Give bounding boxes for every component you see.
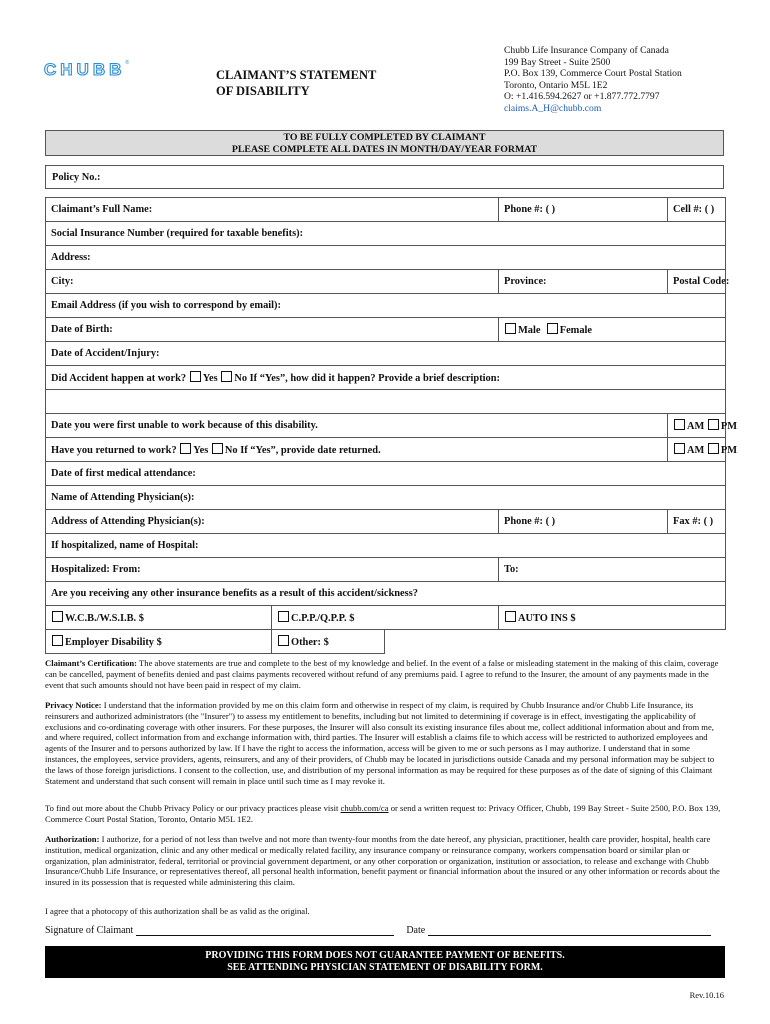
- physician-fax-field[interactable]: Fax #: ( ): [668, 510, 726, 534]
- physician-phone-field[interactable]: Phone #: ( ): [499, 510, 668, 534]
- cpp-checkbox[interactable]: [278, 611, 289, 622]
- banner-line1: TO BE FULLY COMPLETED BY CLAIMANT: [283, 132, 486, 143]
- privacy-text: I understand that the information provided by me on this claim form and otherwise in respect of my claim, is required by Chubb Insurance and/or Chubb Life Insurance, its reinsurers and authorized administrators (the "Insurer") to assess my entitlement to benefits, including but not limited to determining if coverage is in effect, investigating the applicability of exclusions and co-ordinating coverage with other insurers. For these purposes, the Insurer will also consult its existing insurance files about me, collect additional information about and from me, and where required, collect information from and exchange information with, third parties. The Insurer will establish a claims file to which access will be restricted to authorized employees and agents of the Insurer and to persons authorized by law. If I have the right to access the information, access will be given to me or such persons as I may authorize. I understand that in some instances, the employees, service providers, agents, reinsurers, and any of their providers, of Chubb may be located in jurisdictions outside Canada and my personal information may be subject to the laws of those foreign jurisdictions. I consent to the collection, use, and distribution of my personal information as may be required for these purposes as of the date of signing of this Claimant Statement and understand that such consent will remain in place until such time as I may revoke it.: [45, 700, 715, 786]
- form-row-first-medical: [46, 462, 726, 486]
- province-field[interactable]: Province:: [499, 270, 668, 294]
- company-address: [504, 45, 682, 115]
- form-row-benefits-2: [46, 630, 726, 654]
- form-row-benefits-1: [46, 606, 726, 630]
- returned-pm-checkbox[interactable]: [708, 443, 719, 454]
- at-work-followup-label: If “Yes”, how did it happen? Provide a brief description:: [249, 373, 500, 384]
- wcb-field: [46, 606, 272, 630]
- signature-date-field[interactable]: [428, 925, 711, 936]
- pm-label: PM: [720, 421, 738, 432]
- form-row-physician-name: [46, 486, 726, 510]
- sin-field[interactable]: Social Insurance Number (required for taxable benefits):: [46, 222, 726, 246]
- date-of-birth-field[interactable]: Date of Birth:: [46, 318, 499, 342]
- first-medical-attendance-field[interactable]: Date of first medical attendance:: [46, 462, 726, 486]
- returned-no-checkbox[interactable]: [212, 443, 223, 454]
- form-row-city: [46, 270, 726, 294]
- signature-field[interactable]: [136, 925, 394, 936]
- pm-label: PM: [720, 445, 738, 456]
- returned-yes-label: Yes: [193, 445, 209, 456]
- returned-to-work-question: [46, 438, 668, 462]
- hospitalized-from-field[interactable]: Hospitalized: From:: [46, 558, 499, 582]
- revision-number: Rev.10.16: [689, 990, 724, 1000]
- form-row-sin: [46, 222, 726, 246]
- employer-disability-field: [46, 630, 272, 654]
- accident-description-field[interactable]: [46, 390, 726, 414]
- instructions-banner: [45, 130, 724, 156]
- date-label: Date: [406, 925, 426, 936]
- other-benefit-label: Other: $: [291, 637, 329, 648]
- signature-line: [45, 925, 725, 936]
- form-row-hospital: [46, 534, 726, 558]
- chubb-logo: [44, 60, 129, 80]
- footer-notice: [45, 946, 725, 978]
- logo-trademark: ®: [125, 60, 130, 66]
- certification-heading: Claimant’s Certification:: [45, 658, 138, 668]
- claims-email-link[interactable]: claims.A_H@chubb.com: [504, 102, 602, 114]
- physician-address-field[interactable]: Address of Attending Physician(s):: [46, 510, 499, 534]
- hospitalized-to-field[interactable]: To:: [499, 558, 726, 582]
- form-title-line2: OF DISABILITY: [216, 84, 310, 98]
- form-row-name: [46, 198, 726, 222]
- auto-ins-label: AUTO INS $: [518, 613, 576, 624]
- policy-number-field[interactable]: [45, 165, 724, 189]
- privacy-more-text-end: or send a written request to: Privacy Officer, Chubb, 199 Bay Street - Suite 2500, P.O. Box 139, Commerce Court Postal Station, Toronto, Ontario M5L 1E2.: [45, 803, 721, 824]
- photocopy-statement: I agree that a photocopy of this authorization shall be as valid as the original.: [45, 906, 310, 916]
- form-row-accident-date: [46, 342, 726, 366]
- address-field[interactable]: Address:: [46, 246, 726, 270]
- footer-line2: SEE ATTENDING PHYSICIAN STATEMENT OF DISABILITY FORM.: [227, 962, 543, 973]
- male-label: Male: [518, 325, 541, 336]
- empty-cell: [385, 630, 726, 654]
- form-row-other-benefits: [46, 582, 726, 606]
- form-row-dob: [46, 318, 726, 342]
- cpp-field: [272, 606, 499, 630]
- at-work-yes-checkbox[interactable]: [190, 371, 201, 382]
- form-row-at-work: [46, 366, 726, 390]
- email-field[interactable]: Email Address (if you wish to correspond by email):: [46, 294, 726, 318]
- form-title-line1: CLAIMANT’S STATEMENT: [216, 68, 377, 82]
- wcb-checkbox[interactable]: [52, 611, 63, 622]
- auto-ins-field: [499, 606, 726, 630]
- returned-followup-label: If “Yes”, provide date returned.: [240, 445, 381, 456]
- privacy-more-info: [45, 803, 725, 825]
- at-work-yes-label: Yes: [202, 373, 218, 384]
- gender-field: [499, 318, 726, 342]
- form-row-returned: [46, 438, 726, 462]
- address-line: Chubb Life Insurance Company of Canada: [504, 45, 669, 56]
- form-row-description: [46, 390, 726, 414]
- form-title: [216, 67, 376, 99]
- hospital-name-field[interactable]: If hospitalized, name of Hospital:: [46, 534, 726, 558]
- authorization-heading: Authorization:: [45, 834, 100, 844]
- returned-yes-checkbox[interactable]: [180, 443, 191, 454]
- first-unable-ampm: [668, 414, 738, 438]
- full-name-field[interactable]: Claimant’s Full Name:: [46, 198, 499, 222]
- claimant-certification: [45, 658, 725, 690]
- address-line: 199 Bay Street - Suite 2500: [504, 56, 611, 68]
- female-checkbox[interactable]: [547, 323, 558, 334]
- form-row-first-unable: [46, 414, 726, 438]
- authorization: [45, 834, 725, 888]
- other-benefit-field: [272, 630, 385, 654]
- accident-at-work-question: [46, 366, 726, 390]
- other-benefit-checkbox[interactable]: [278, 635, 289, 646]
- banner-line2: PLEASE COMPLETE ALL DATES IN MONTH/DAY/YEAR FORMAT: [231, 143, 538, 155]
- claimant-form-table: [45, 197, 738, 654]
- accident-date-field[interactable]: Date of Accident/Injury:: [46, 342, 726, 366]
- wcb-label: W.C.B./W.S.I.B. $: [65, 613, 144, 624]
- footer-line1: PROVIDING THIS FORM DOES NOT GUARANTEE PAYMENT OF BENEFITS.: [205, 950, 565, 961]
- returned-no-label: No: [224, 445, 238, 456]
- phone-field[interactable]: Phone #: ( ): [499, 198, 668, 222]
- other-benefits-question: Are you receiving any other insurance benefits as a result of this accident/sickness?: [46, 582, 726, 606]
- form-row-hospitalized: [46, 558, 726, 582]
- returned-question-label: Have you returned to work?: [51, 445, 177, 456]
- policy-number-label: Policy No.:: [52, 172, 101, 183]
- returned-ampm: [668, 438, 738, 462]
- returned-am-checkbox[interactable]: [674, 443, 685, 454]
- cpp-label: C.P.P./Q.P.P. $: [291, 613, 355, 624]
- privacy-notice: [45, 700, 725, 786]
- at-work-no-label: No: [234, 373, 248, 384]
- employer-disability-label: Employer Disability $: [65, 637, 162, 648]
- employer-disability-checkbox[interactable]: [52, 635, 63, 646]
- logo-text: CHUBB: [44, 60, 126, 79]
- address-line: Toronto, Ontario M5L 1E2: [504, 79, 608, 91]
- phone-line: O: +1.416.594.2627 or +1.877.772.7797: [504, 91, 660, 103]
- signature-label: Signature of Claimant: [45, 925, 134, 936]
- privacy-heading: Privacy Notice:: [45, 700, 102, 710]
- first-unable-am-checkbox[interactable]: [674, 419, 685, 430]
- cell-field[interactable]: Cell #: ( ): [668, 198, 726, 222]
- first-unable-to-work-field[interactable]: Date you were first unable to work because of this disability.: [46, 414, 668, 438]
- auto-ins-checkbox[interactable]: [505, 611, 516, 622]
- form-row-email: [46, 294, 726, 318]
- chubb-privacy-link[interactable]: chubb.com/ca: [340, 803, 389, 813]
- authorization-text: I authorize, for a period of not less than twelve and not more than twenty-four months from the date hereof, any physician, practitioner, health care provider, hospital, health care institution, medical organization, clinic and any other medical or medically related facility, any insurance company or reinsurance company, workers compensation board or similar plan or organization, plan administrator, federal, territorial or provincial government department, or any other corporation or organization, institution or association, to release and exchange with Chubb Insurance/Chubb Life Insurance, or representatives thereof, all personal health information, benefit payment or financial information about the insured or any other information or records about the insured in its possession that is requested while administering this claim.: [45, 834, 720, 888]
- female-label: Female: [559, 325, 593, 336]
- form-row-physician-address: [46, 510, 726, 534]
- certification-text: The above statements are true and complete to the best of my knowledge and belief. In the event of a false or misleading statement in the making of this claim, coverage can be cancelled, payment of benefits denied and past claims payments recovered without refund of any premiums paid. I agree to refund to the Insurer, the amount of any payments made in the event that such amounts should not have been paid in respect of my claim.: [45, 658, 719, 690]
- at-work-question-label: Did Accident happen at work?: [51, 373, 187, 384]
- physician-name-field[interactable]: Name of Attending Physician(s):: [46, 486, 726, 510]
- postal-code-field[interactable]: Postal Code:: [668, 270, 726, 294]
- privacy-more-text: To find out more about the Chubb Privacy Policy or our privacy practices please visit: [45, 803, 341, 813]
- first-unable-pm-checkbox[interactable]: [708, 419, 719, 430]
- address-line: P.O. Box 139, Commerce Court Postal Station: [504, 68, 682, 80]
- at-work-no-checkbox[interactable]: [221, 371, 232, 382]
- male-checkbox[interactable]: [505, 323, 516, 334]
- am-label: AM: [687, 421, 705, 432]
- form-row-address: [46, 246, 726, 270]
- am-label: AM: [687, 445, 705, 456]
- city-field[interactable]: City:: [46, 270, 499, 294]
